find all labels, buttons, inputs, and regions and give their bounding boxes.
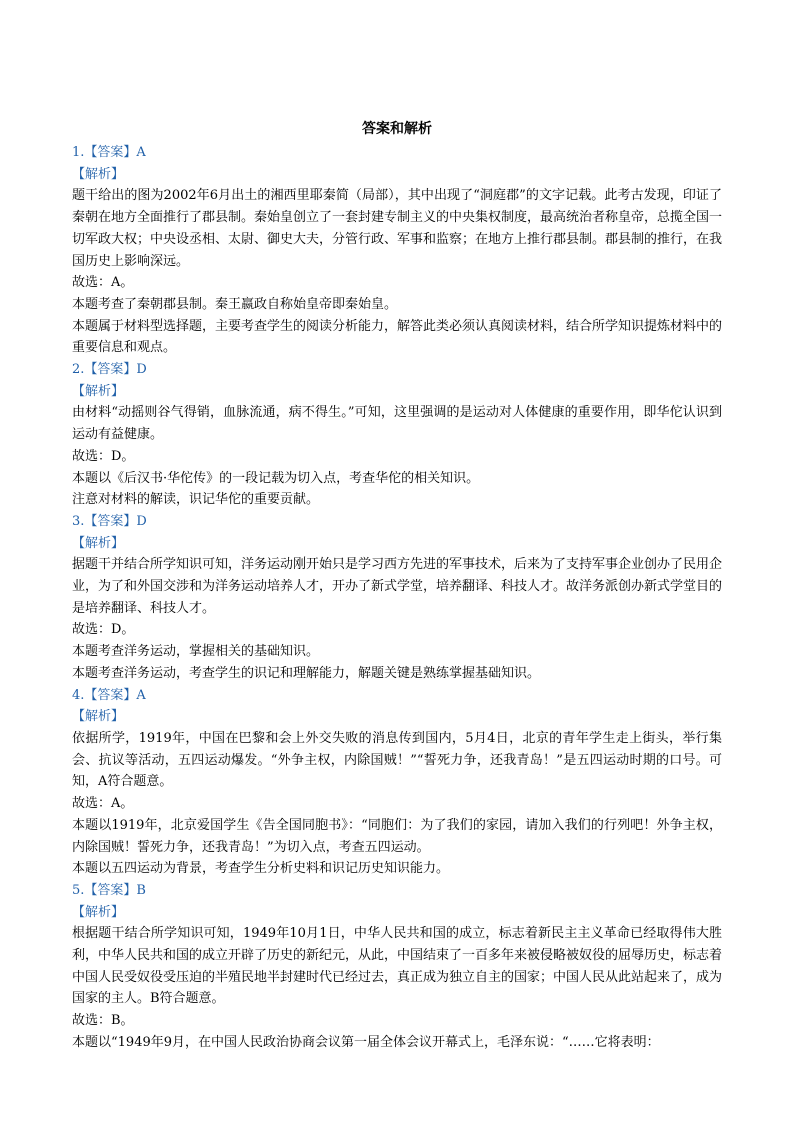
note-paragraph: 本题属于材料型选择题，主要考查学生的阅读分析能力，解答此类必须认真阅读材料，结合所学知识提炼材料中的重要信息和观点。 — [72, 318, 723, 356]
note-paragraph: 本题以1919年，北京爱国学生《告全国同胞书》：“同胞们：为了我们的家园，请加入我们的行列吧！外争主权，内除国贼！誓死力争，还我青岛！”为切入点，考查五四运动。 — [72, 817, 722, 855]
answer-item-2 — [72, 359, 722, 511]
note-paragraph: 本题考查了秦朝郡县制。秦王嬴政自称始皇帝即秦始皇。 — [72, 296, 398, 312]
note-paragraph: 本题以五四运动为背景，考查学生分析史料和识记历史知识能力。 — [72, 861, 450, 877]
note-paragraph: 本题以《后汉书·华佗传》的一段记载为切入点，考查华佗的相关知识。 — [72, 470, 480, 486]
choice-line: 故选：A。 — [72, 796, 134, 812]
answer-item-4 — [72, 685, 722, 880]
note-paragraph: 本题考查洋务运动，考查学生的识记和理解能力，解题关键是熟练掌握基础知识。 — [72, 665, 541, 681]
answer-item-5 — [72, 880, 722, 1054]
analysis-label: 【解析】 — [72, 535, 125, 551]
choice-line: 故选：D。 — [72, 448, 135, 464]
answer-line: 4.【答案】A — [72, 687, 146, 703]
analysis-label: 【解析】 — [72, 904, 125, 920]
answer-document — [72, 116, 722, 1054]
analysis-label: 【解析】 — [72, 166, 125, 182]
choice-line: 故选：D。 — [72, 622, 135, 638]
answer-line: 1.【答案】A — [72, 145, 146, 160]
analysis-paragraph: 依据所学，1919年，中国在巴黎和会上外交失败的消息传到国内，5月4日，北京的青年学生走上街头，举行集会、抗议等活动，五四运动爆发。“外争主权，内除国贼！”“誓死力争，还我青岛！”是五四运动时期的口号。可知，A符合题意。 — [72, 730, 722, 790]
page-title: 答案和解析 — [362, 121, 432, 137]
choice-line: 故选：B。 — [72, 1013, 134, 1029]
answer-item-3 — [72, 511, 722, 685]
answer-item-1 — [72, 142, 722, 359]
analysis-paragraph: 题干给出的图为2002年6月出土的湘西里耶秦简（局部），其中出现了“洞庭郡”的文字记载。此考古发现，印证了秦朝在地方全面推行了郡县制。秦始皇创立了一套封建专制主义的中央集权制度，最高统治者称皇帝，总揽全国一切军政大权；中央设丞相、太尉、御史大夫，分管行政、军事和监察；在地方上推行郡县制。郡县制的推行，在我国历史上影响深远。 — [72, 188, 723, 269]
analysis-paragraph: 根据题干结合所学知识可知，1949年10月1日，中华人民共和国的成立，标志着新民主主义革命已经取得伟大胜利，中华人民共和国的成立开辟了历史的新纪元，从此，中国结束了一百多年来被侵略被奴役的屈辱历史，标志着中国人民受奴役受压迫的半殖民地半封建时代已经过去，真正成为独立自主的国家；中国人民从此站起来了，成为国家的主人。B符合题意。 — [72, 926, 723, 1007]
analysis-label: 【解析】 — [72, 709, 125, 725]
note-paragraph: 本题以“1949年9月，在中国人民政治协商会议第一届全体会议开幕式上，毛泽东说：“……它将表明： — [72, 1034, 660, 1050]
answer-line: 5.【答案】B — [72, 882, 146, 898]
note-paragraph: 本题考查洋务运动，掌握相关的基础知识。 — [72, 644, 320, 660]
analysis-label: 【解析】 — [72, 383, 125, 399]
analysis-paragraph: 据题干并结合所学知识可知，洋务运动刚开始只是学习西方先进的军事技术，后来为了支持军事企业创办了民用企业，为了和外国交涉和为洋务运动培养人才，开办了新式学堂，培养翻译、科技人才。故洋务派创办新式学堂目的是培养翻译、科技人才。 — [72, 557, 723, 616]
answer-line: 3.【答案】D — [72, 513, 147, 529]
note-paragraph: 注意对材料的解读，识记华佗的重要贡献。 — [72, 492, 320, 508]
choice-line: 故选：A。 — [72, 275, 134, 291]
analysis-paragraph: 由材料“动摇则谷气得销，血脉流通，病不得生。”可知，这里强调的是运动对人体健康的重要作用，即华佗认识到运动有益健康。 — [72, 405, 722, 443]
answer-line: 2.【答案】D — [72, 362, 147, 378]
